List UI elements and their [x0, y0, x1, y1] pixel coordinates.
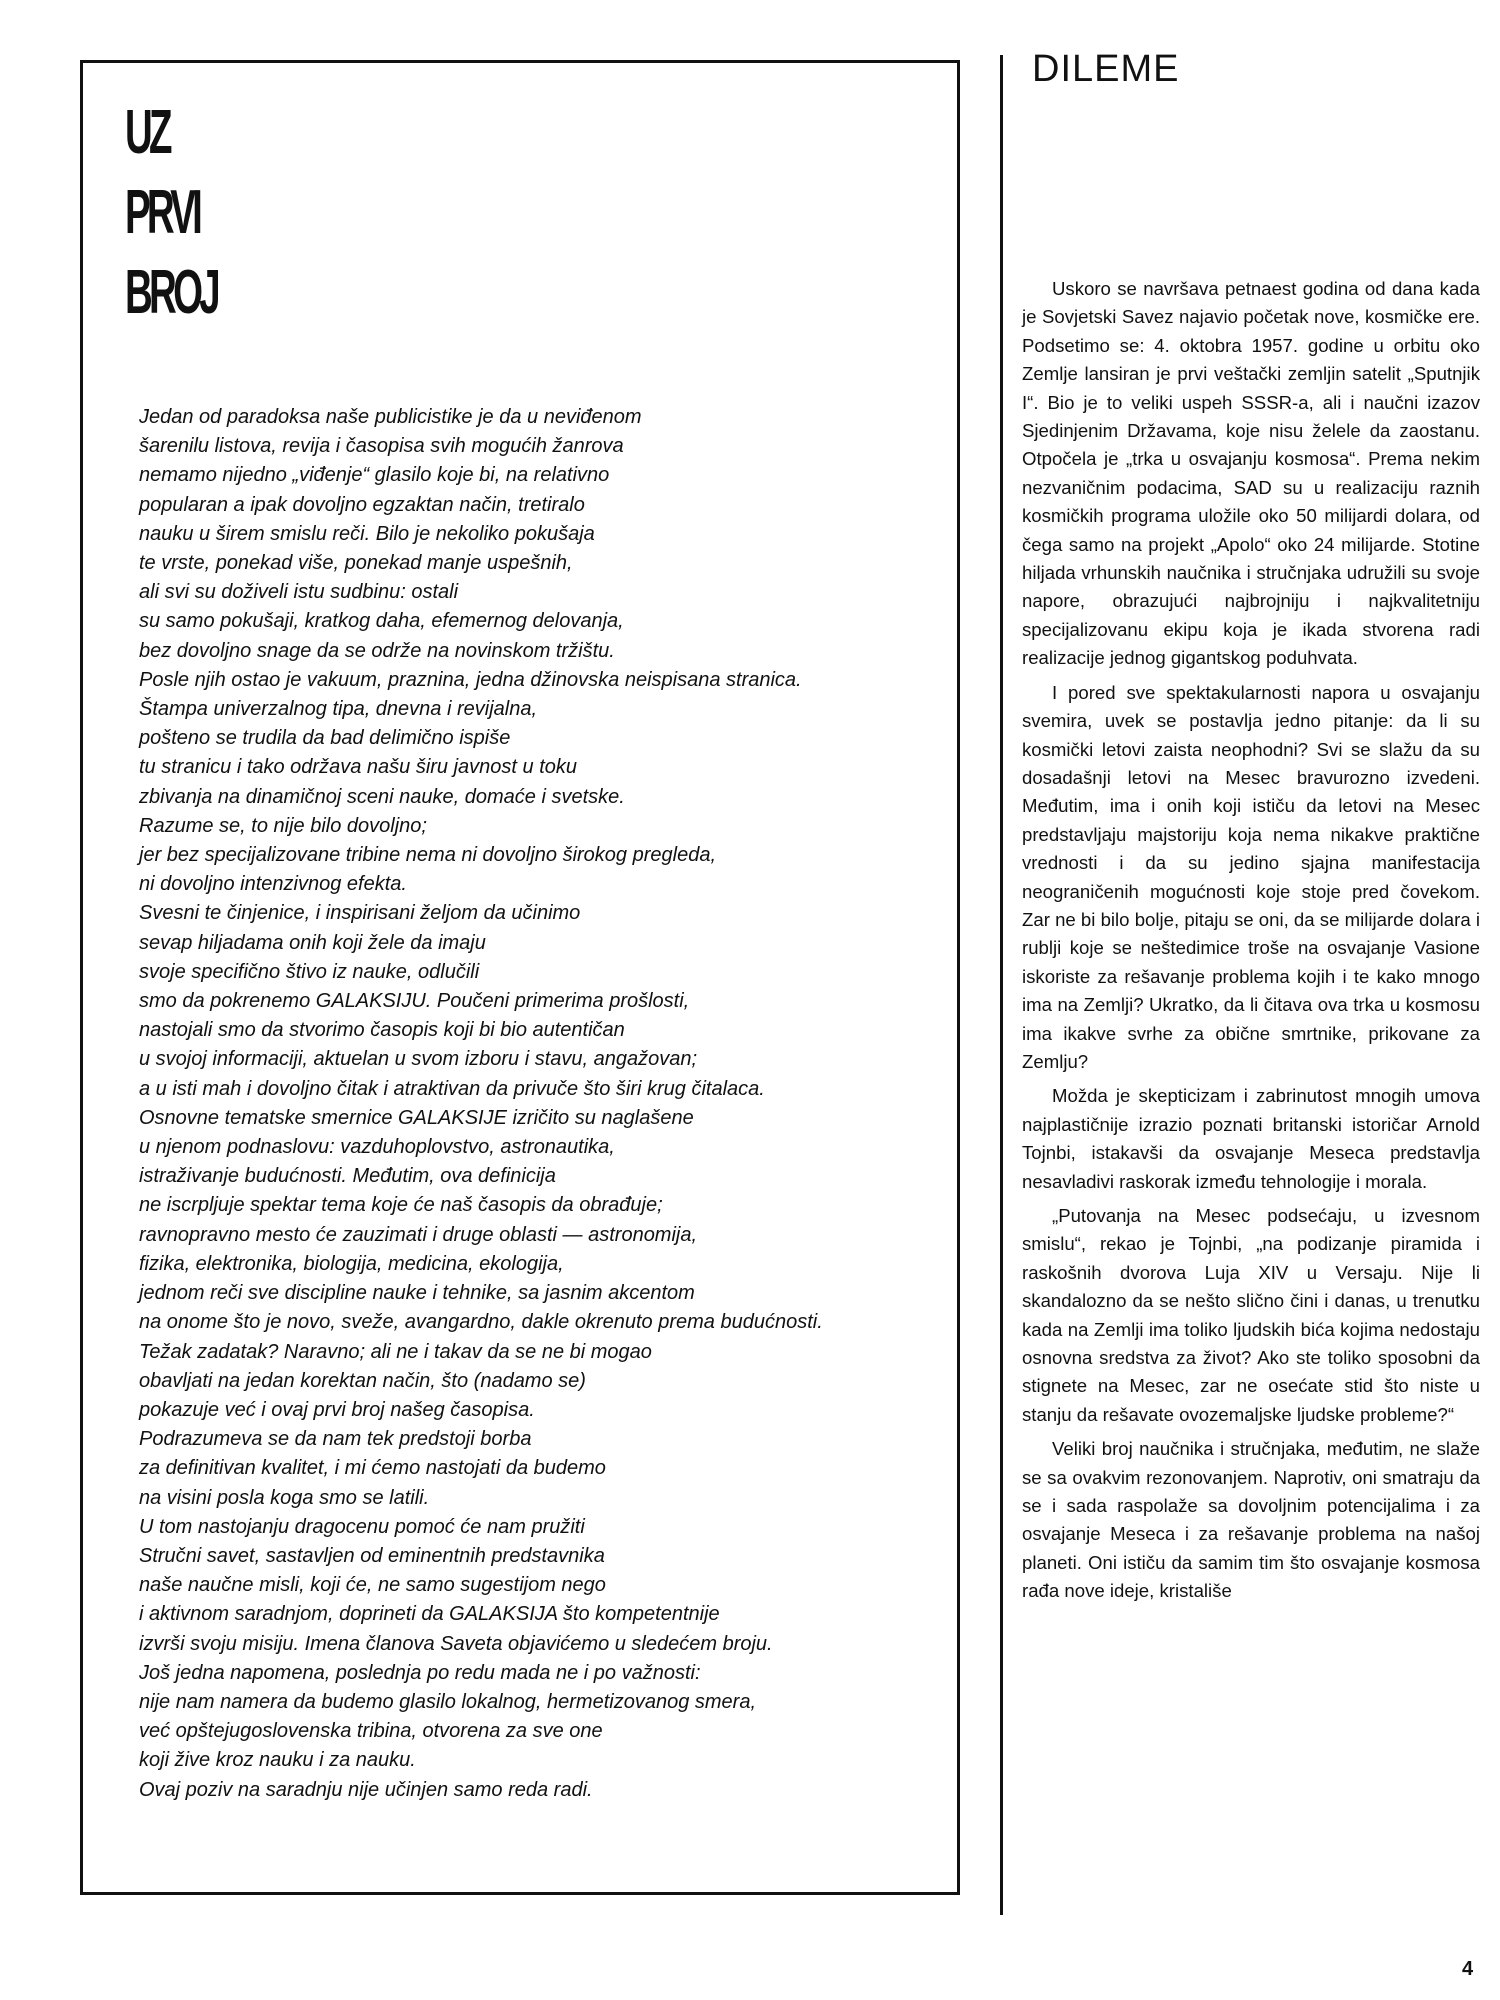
editorial-body: [139, 403, 823, 1805]
editorial-line: već opštejugoslovenska tribina, otvorena za sve one: [139, 1720, 603, 1743]
editorial-line: Štampa univerzalnog tipa, dnevna i revijalna,: [139, 698, 538, 721]
editorial-line: fizika, elektronika, biologija, medicina, ekologija,: [139, 1252, 564, 1275]
editorial-line: jednom reči sve discipline nauke i tehnike, sa jasnim akcentom: [139, 1282, 695, 1305]
column-divider: [1000, 55, 1003, 1915]
editorial-line: ni dovoljno intenzivnog efekta.: [139, 873, 407, 896]
editorial-line: sevap hiljadama onih koji žele da imaju: [139, 931, 486, 954]
article-paragraph: Veliki broj naučnika i stručnjaka, međutim, ne slaže se sa ovakvim rezonovanjem. Naprotiv, oni smatraju da se i sada raspolaže sa dovoljnim potencijalima i za osvajanje Meseca i za rešavanje problema na našoj planeti. Oni ističu da samim tim što osvajanje kosmosa rađa nove ideje, kristališe: [1022, 1438, 1480, 1602]
editorial-line: Osnovne tematske smernice GALAKSIJE izričito su naglašene: [139, 1106, 694, 1129]
editorial-line: te vrste, ponekad više, ponekad manje uspešnih,: [139, 552, 573, 575]
editorial-line: bez dovoljno snage da se održe na novinskom tržištu.: [139, 639, 615, 662]
page-number: 4: [1462, 1958, 1474, 1980]
editorial-line: pokazuje već i ovaj prvi broj našeg časopisa.: [139, 1398, 535, 1421]
editorial-line: Razume se, to nije bilo dovoljno;: [139, 814, 427, 837]
article-paragraph: Uskoro se navršava petnaest godina od dana kada je Sovjetski Savez najavio početak nove, kosmičke ere. Podsetimo se: 4. oktobra 1957. godine u orbitu oko Zemlje lansiran je prvi veštački zemljin satelit „Sputnjik I“. Bio je to veliki uspeh SSSR-a, ali i naučni izazov Sjedinjenim Državama, koje nisu želele da zaostanu. Otpočela je „trka u osvajanju kosmosa“. Prema nekim nezvaničnim podacima, SAD su u realizaciju raznih kosmičkih programa uložile oko 50 milijardi dolara, od čega samo na projekt „Apolo“ oko 24 milijarde. Stotine hiljada vrhunskih naučnika i stručnjaka udružili su svoje napore, obrazujući najbrojniju i najkvalitetniju specijalizovanu ekipu koja je ikada stvorena radi realizacije jednog gigantskog poduhvata.: [1022, 278, 1480, 669]
editorial-line: U tom nastojanju dragocenu pomoć će nam pružiti: [139, 1515, 585, 1538]
editorial-line: na visini posla koga smo se latili.: [139, 1486, 430, 1509]
editorial-line: u njenom podnaslovu: vazduhoplovstvo, astronautika,: [139, 1136, 615, 1159]
editorial-line: a u isti mah i dovoljno čitak i atraktivan da privuče što širi krug čitalaca.: [139, 1077, 765, 1100]
editorial-title: [125, 93, 217, 333]
article-paragraph: Možda je skepticizam i zabrinutost mnogih umova najplastičnije izrazio poznati britanski istoričar Arnold Tojnbi, istakavši da osvajanje Meseca predstavlja nesavladivi raskorak između tehnologije i morala.: [1022, 1085, 1480, 1192]
editorial-line: šarenilu listova, revija i časopisa svih mogućih žanrova: [139, 435, 624, 458]
editorial-line: za definitivan kvalitet, i mi ćemo nastojati da budemo: [139, 1457, 606, 1480]
editorial-line: na onome što je novo, sveže, avangardno, dakle okrenuto prema budućnosti.: [139, 1311, 823, 1334]
article-body: [1022, 275, 1480, 1612]
article-paragraph: „Putovanja na Mesec podsećaju, u izvesnom smislu“, rekao je Tojnbi, „na podizanje piramida i raskošnih dvorova Luja XIV u Versaju. Nije li skandalozno da se nešto slično čini i danas, u trenutku kada na Zemlji ima toliko ljudskih bića kojima nedostaju osnovna sredstva za život? Ako ste toliko sposobni da stignete na Mesec, zar ne osećate stid što niste u stanju da rešavate ovozemaljske ljudske probleme?“: [1022, 1205, 1480, 1425]
editorial-line: nauku u širem smislu reči. Bilo je nekoliko pokušaja: [139, 522, 595, 545]
editorial-line: ali svi su doživeli istu sudbinu: ostali: [139, 581, 459, 604]
editorial-line: Težak zadatak? Naravno; ali ne i takav da se ne bi mogao: [139, 1340, 652, 1363]
editorial-line: nemamo nijedno „viđenje“ glasilo koje bi, na relativno: [139, 464, 610, 487]
editorial-line: tu stranicu i tako održava našu širu javnost u toku: [139, 756, 578, 779]
editorial-line: Jedan od paradoksa naše publicistike je da u neviđenom: [139, 406, 642, 428]
editorial-line: popularan a ipak dovoljno egzaktan način, tretiralo: [139, 493, 585, 516]
editorial-box: [80, 60, 960, 1895]
editorial-line: naše naučne misli, koji će, ne samo sugestijom nego: [139, 1574, 606, 1597]
editorial-line: jer bez specijalizovane tribine nema ni dovoljno širokog pregleda,: [139, 844, 717, 867]
editorial-line: svoje specifično štivo iz nauke, odlučili: [139, 960, 480, 983]
editorial-line: Ovaj poziv na saradnju nije učinjen samo reda radi.: [139, 1778, 593, 1801]
editorial-line: su samo pokušaji, kratkog daha, efemernog delovanja,: [139, 610, 624, 633]
editorial-line: ravnopravno mesto će zauzimati i druge oblasti — astronomija,: [139, 1223, 698, 1246]
editorial-title-line: UZ: [125, 98, 169, 167]
editorial-line: ne iscrpljuje spektar tema koje će naš časopis da obrađuje;: [139, 1194, 663, 1217]
editorial-line: nastojali smo da stvorimo časopis koji bi bio autentičan: [139, 1019, 625, 1042]
editorial-line: i aktivnom saradnjom, doprineti da GALAKSIJA što kompetentnije: [139, 1603, 720, 1626]
editorial-line: Još jedna napomena, poslednja po redu mada ne i po važnosti:: [139, 1661, 701, 1684]
editorial-line: nije nam namera da budemo glasilo lokalnog, hermetizovanog smera,: [139, 1690, 757, 1713]
editorial-line: Stručni savet, sastavljen od eminentnih predstavnika: [139, 1544, 605, 1567]
editorial-title-line: PRVI: [125, 178, 200, 247]
editorial-line: Svesni te činjenice, i inspirisani željom da učinimo: [139, 902, 581, 925]
editorial-line: smo da pokrenemo GALAKSIJU. Poučeni primerima prošlosti,: [139, 990, 690, 1013]
editorial-line: u svojoj informaciji, aktuelan u svom izboru i stavu, angažovan;: [139, 1048, 698, 1071]
editorial-line: istraživanje budućnosti. Međutim, ova definicija: [139, 1165, 556, 1188]
editorial-line: obavljati na jedan korektan način, što (nadamo se): [139, 1369, 586, 1392]
editorial-line: zbivanja na dinamičnoj sceni nauke, domaće i svetske.: [139, 785, 625, 808]
editorial-title-line: BROJ: [125, 258, 217, 327]
editorial-line: pošteno se trudila da bad delimično ispiše: [139, 727, 511, 750]
editorial-line: Podrazumeva se da nam tek predstoji borba: [139, 1428, 532, 1451]
editorial-line: Posle njih ostao je vakuum, praznina, jedna džinovska neispisana stranica.: [139, 668, 802, 691]
editorial-line: koji žive kroz nauku i za nauku.: [139, 1749, 416, 1772]
editorial-line: izvrši svoju misiju. Imena članova Saveta objavićemo u sledećem broju.: [139, 1632, 773, 1655]
article-paragraph: I pored sve spektakularnosti napora u osvajanju svemira, uvek se postavlja jedno pitanje: da li su kosmički letovi zaista neophodni? Svi se slažu da su dosadašnji letovi na Mesec bravurozno izvedeni. Međutim, ima i onih koji ističu da letovi na Mesec predstavljaju majstoriju koja nema nikakve praktične vrednosti i da su jedino sjajna manifestacija neograničenih mogućnosti koje stoje pred čovekom. Zar ne bi bilo bolje, pitaju se oni, da se milijarde dolara i rublji koje se neštedimice troše na osvajanje Vasione iskoriste za rešavanje problema kojih i te kako mnogo ima na Zemlji? Ukratko, da li čitava ova trka u kosmosu ima ikakve svrhe za obične smrtnike, prikovane za Zemlju?: [1022, 681, 1480, 1072]
section-title: DILEME: [1032, 48, 1180, 90]
